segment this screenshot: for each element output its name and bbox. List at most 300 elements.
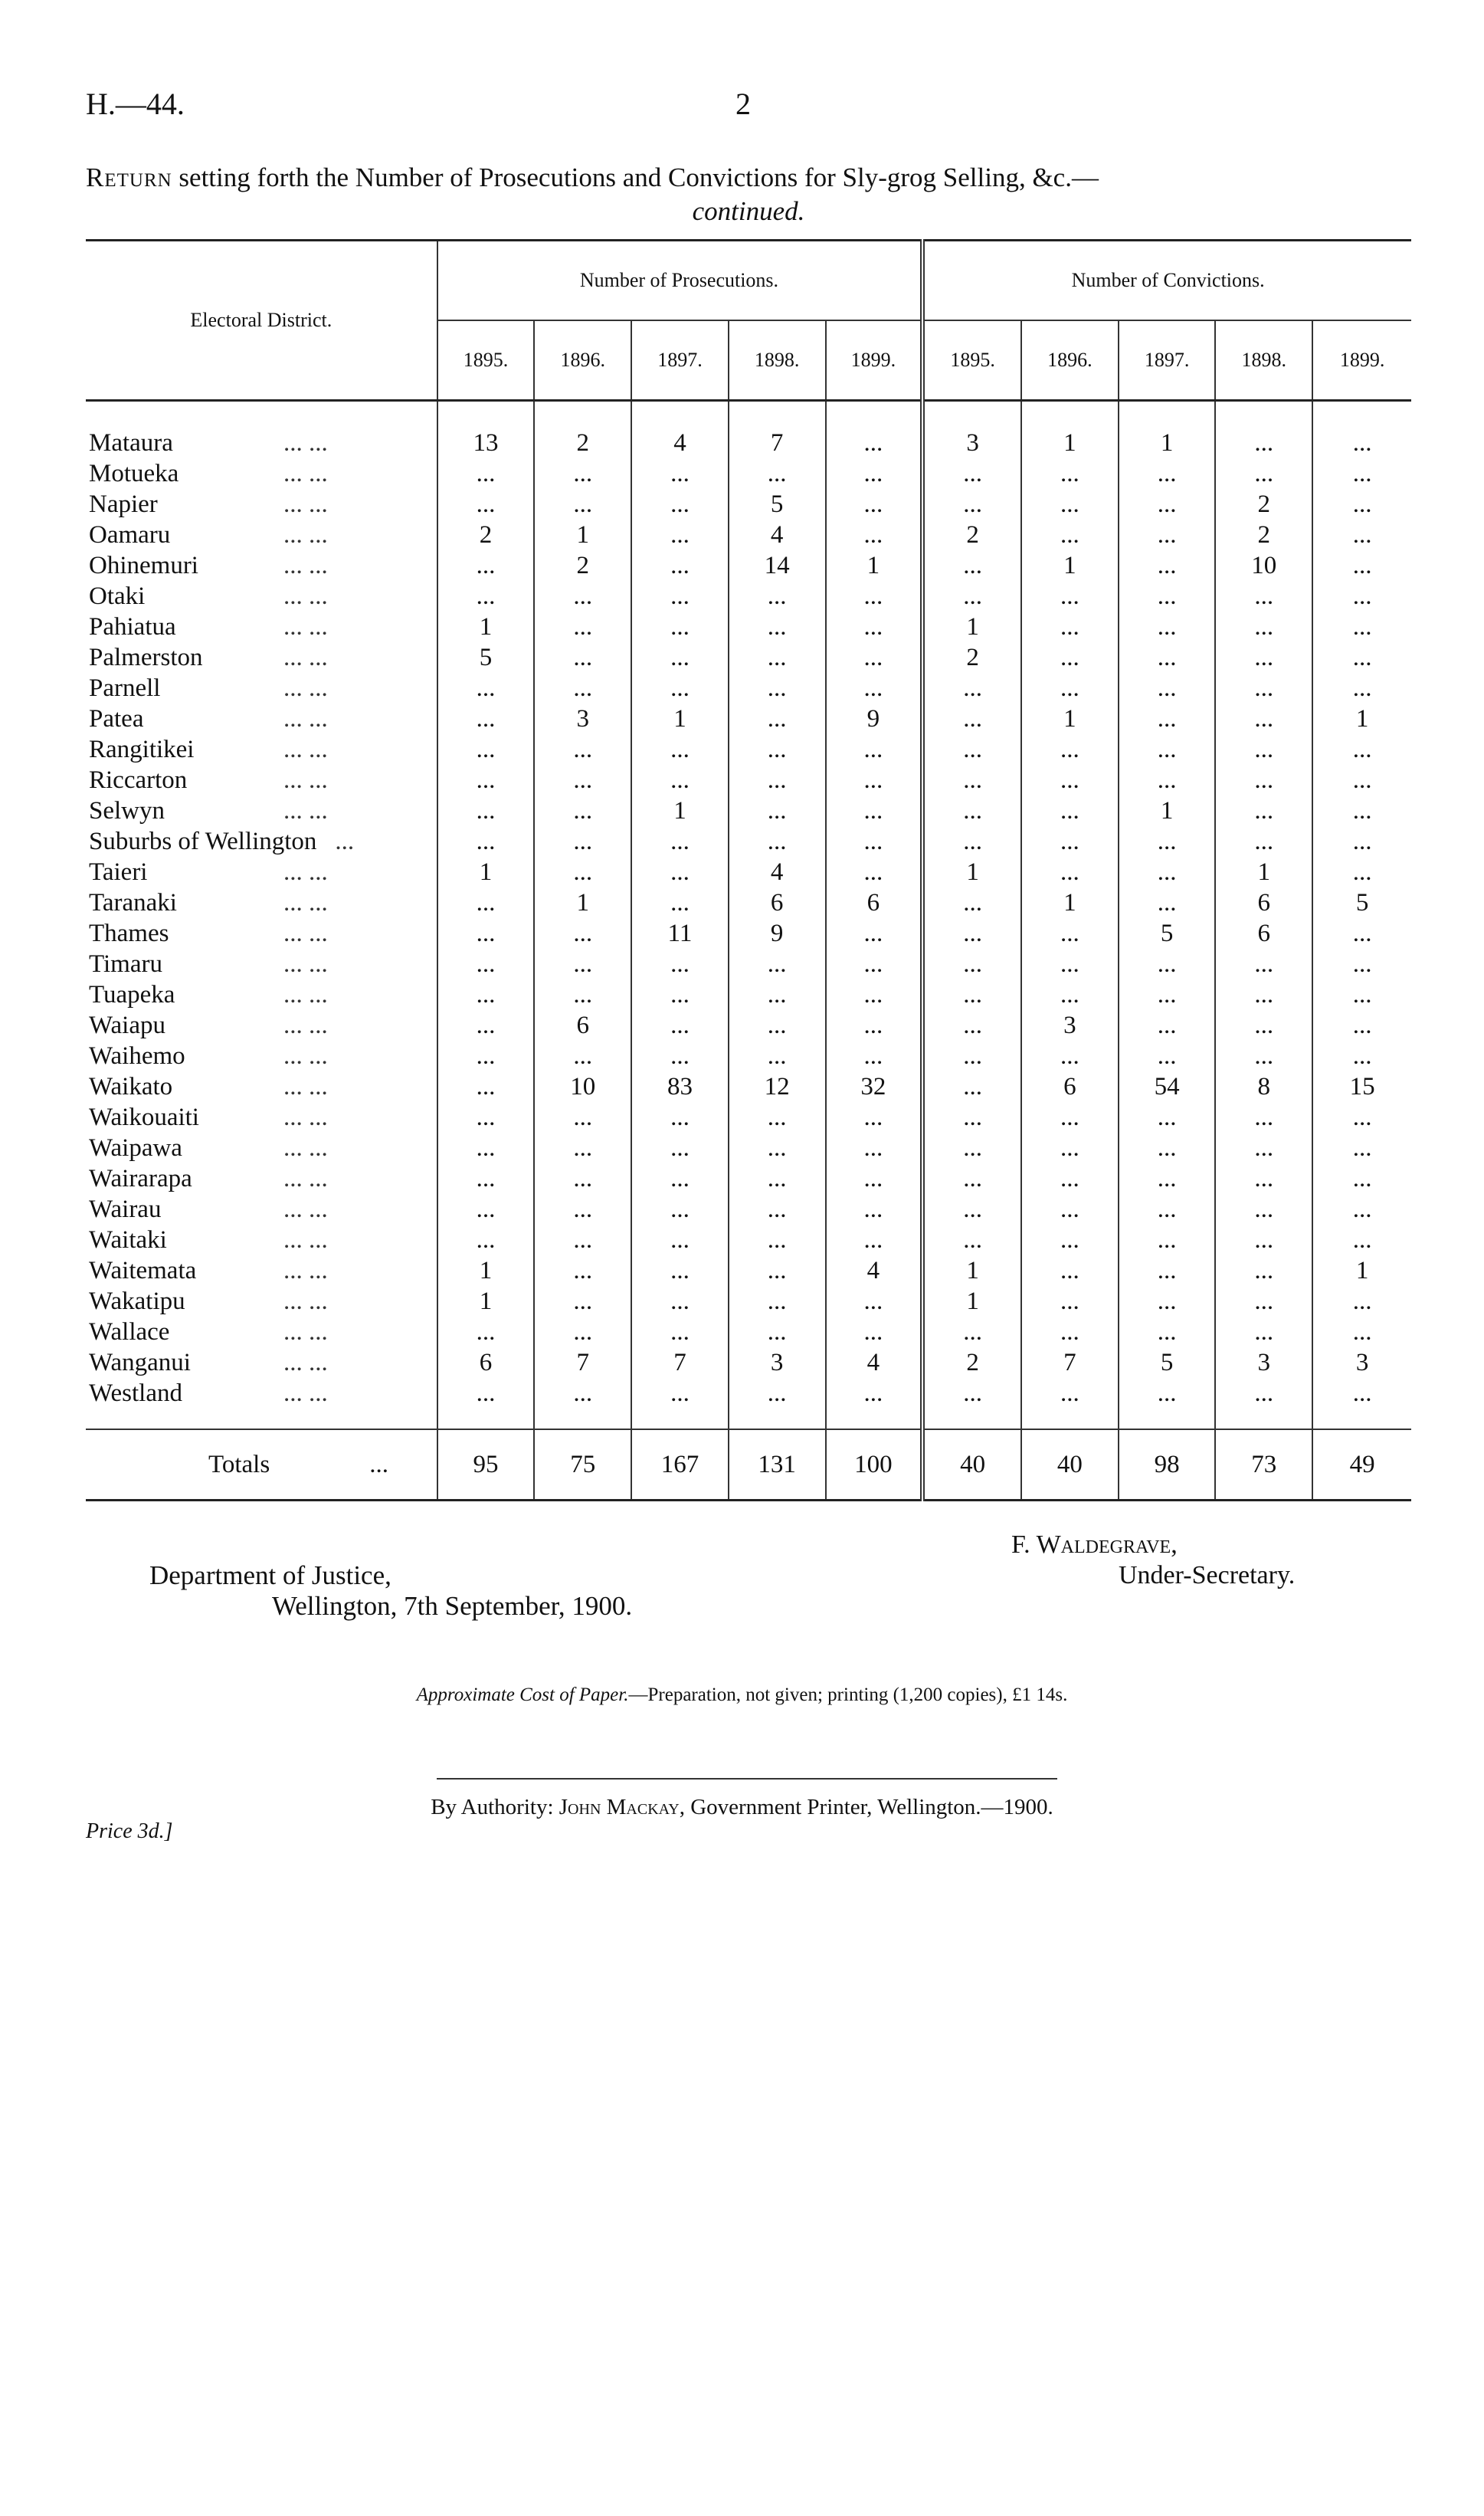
- convictions-cell: ...: [1119, 826, 1216, 857]
- prosecutions-cell: ...: [437, 550, 535, 581]
- leader-dots: ... ...: [283, 858, 328, 886]
- leader-dots: ... ...: [283, 613, 328, 641]
- prosecutions-cell: ...: [631, 612, 729, 642]
- prosecutions-cell: ...: [826, 826, 923, 857]
- prosecutions-cell: ...: [437, 673, 535, 704]
- convictions-cell: ...: [1312, 1378, 1411, 1429]
- prosecutions-cell: ...: [631, 673, 729, 704]
- district-name: Taranaki: [89, 889, 177, 917]
- district-cell: [86, 887, 437, 918]
- convictions-cell: ...: [922, 673, 1021, 704]
- convictions-cell: ...: [1021, 918, 1119, 949]
- year-header: 1898.: [1215, 320, 1312, 401]
- prosecutions-cell: ...: [437, 489, 535, 520]
- prosecutions-cell: ...: [826, 1194, 923, 1225]
- prosecutions-cell: ...: [534, 765, 631, 795]
- convictions-cell: ...: [1215, 1378, 1312, 1429]
- district-name: Waikouaiti: [89, 1104, 199, 1131]
- convictions-cell: ...: [1119, 458, 1216, 489]
- convictions-cell: 1: [922, 612, 1021, 642]
- prosecutions-cell: ...: [534, 1378, 631, 1429]
- convictions-cell: ...: [1119, 550, 1216, 581]
- leader-dots: ...: [335, 828, 355, 855]
- convictions-cell: 8: [1215, 1071, 1312, 1102]
- divider: [437, 1778, 1057, 1780]
- table-row: [86, 581, 1411, 612]
- year-header: 1895.: [437, 320, 535, 401]
- convictions-cell: ...: [1215, 1133, 1312, 1163]
- prosecutions-cell: 13: [437, 401, 535, 459]
- cost-label: Approximate Cost of Paper.: [416, 1684, 629, 1705]
- table-row: [86, 489, 1411, 520]
- title-text: setting forth the Number of Prosecutions and Convictions for Sly-grog Selling, &c.—: [172, 162, 1099, 192]
- total-cell: 167: [631, 1429, 729, 1501]
- year-header: 1895.: [922, 320, 1021, 401]
- convictions-cell: ...: [1021, 979, 1119, 1010]
- year-header: 1899.: [1312, 320, 1411, 401]
- leader-dots: ... ...: [283, 1349, 328, 1376]
- convictions-cell: ...: [922, 826, 1021, 857]
- convictions-cell: ...: [1312, 1133, 1411, 1163]
- district-cell: [86, 1071, 437, 1102]
- convictions-cell: 2: [922, 1347, 1021, 1378]
- prosecutions-cell: ...: [729, 642, 826, 673]
- district-name: Waitemata: [89, 1257, 197, 1284]
- district-name: Waipawa: [89, 1134, 182, 1162]
- table-row: [86, 1317, 1411, 1347]
- prosecutions-cell: ...: [534, 734, 631, 765]
- convictions-cell: ...: [922, 704, 1021, 734]
- prosecutions-cell: 6: [534, 1010, 631, 1041]
- district-cell: [86, 520, 437, 550]
- prosecutions-cell: ...: [826, 1225, 923, 1255]
- convictions-cell: ...: [1312, 1010, 1411, 1041]
- prosecutions-cell: 3: [729, 1347, 826, 1378]
- convictions-cell: ...: [1021, 1378, 1119, 1429]
- table-row: [86, 887, 1411, 918]
- prosecutions-cell: 1: [826, 550, 923, 581]
- table-row: [86, 979, 1411, 1010]
- convictions-cell: 6: [1215, 918, 1312, 949]
- district-name: Napier: [89, 490, 158, 518]
- district-cell: [86, 857, 437, 887]
- prosecutions-cell: ...: [437, 1041, 535, 1071]
- table-row: [86, 612, 1411, 642]
- district-cell: [86, 489, 437, 520]
- prosecutions-cell: 3: [534, 704, 631, 734]
- district-name: Taieri: [89, 858, 148, 886]
- district-cell: [86, 1255, 437, 1286]
- prosecutions-cell: ...: [729, 949, 826, 979]
- prosecutions-cell: ...: [729, 765, 826, 795]
- convictions-cell: ...: [1119, 1133, 1216, 1163]
- prosecutions-cell: ...: [826, 1286, 923, 1317]
- prosecutions-cell: ...: [631, 1317, 729, 1347]
- district-cell: [86, 734, 437, 765]
- prosecutions-cell: ...: [826, 1317, 923, 1347]
- table-row: [86, 795, 1411, 826]
- prosecutions-cell: ...: [437, 1071, 535, 1102]
- convictions-cell: ...: [922, 1041, 1021, 1071]
- title-lead: Return: [86, 162, 172, 192]
- prosecutions-cell: ...: [826, 918, 923, 949]
- convictions-cell: ...: [1312, 949, 1411, 979]
- prosecutions-cell: ...: [534, 826, 631, 857]
- leader-dots: ... ...: [283, 766, 328, 794]
- cost-text: —Preparation, not given; printing (1,200 copies), £1 14s.: [628, 1684, 1068, 1705]
- convictions-cell: ...: [922, 550, 1021, 581]
- convictions-cell: ...: [922, 581, 1021, 612]
- leader-dots: ... ...: [283, 1257, 328, 1284]
- prosecutions-cell: ...: [534, 1133, 631, 1163]
- district-name: Tuapeka: [89, 981, 175, 1009]
- prosecutions-cell: ...: [534, 1163, 631, 1194]
- prosecutions-cell: 2: [534, 401, 631, 459]
- signature-block: [1011, 1530, 1295, 1591]
- year-header: 1898.: [729, 320, 826, 401]
- leader-dots: ... ...: [283, 490, 328, 518]
- prosecutions-cell: 1: [534, 520, 631, 550]
- district-cell: [86, 642, 437, 673]
- convictions-cell: ...: [1312, 1102, 1411, 1133]
- table-row: [86, 1286, 1411, 1317]
- prosecutions-cell: ...: [826, 642, 923, 673]
- district-cell: [86, 401, 437, 459]
- convictions-cell: ...: [922, 949, 1021, 979]
- leader-dots: ... ...: [283, 460, 328, 487]
- convictions-cell: ...: [1312, 1194, 1411, 1225]
- convictions-cell: 3: [922, 401, 1021, 459]
- convictions-cell: 1: [1312, 1255, 1411, 1286]
- convictions-cell: ...: [1215, 704, 1312, 734]
- convictions-cell: ...: [1021, 673, 1119, 704]
- leader-dots: ... ...: [283, 1012, 328, 1039]
- table-row: [86, 1194, 1411, 1225]
- prosecutions-cell: ...: [534, 1255, 631, 1286]
- table-row: [86, 1133, 1411, 1163]
- district-name: Pahiatua: [89, 613, 176, 641]
- table-title: [86, 161, 1411, 228]
- convictions-cell: 1: [922, 857, 1021, 887]
- signer-name: F. Waldegrave,: [1011, 1530, 1178, 1559]
- table-row: [86, 673, 1411, 704]
- prosecutions-cell: ...: [534, 1225, 631, 1255]
- convictions-cell: ...: [1021, 1194, 1119, 1225]
- prosecutions-cell: 9: [826, 704, 923, 734]
- prosecutions-cell: ...: [631, 1286, 729, 1317]
- convictions-cell: 1: [1215, 857, 1312, 887]
- convictions-cell: 1: [1021, 887, 1119, 918]
- convictions-cell: ...: [1119, 1163, 1216, 1194]
- prosecutions-cell: ...: [631, 857, 729, 887]
- prosecutions-cell: ...: [826, 673, 923, 704]
- leader-dots: ... ...: [283, 705, 328, 733]
- prosecutions-cell: ...: [437, 458, 535, 489]
- district-name: Mataura: [89, 429, 173, 457]
- prosecutions-cell: 7: [631, 1347, 729, 1378]
- district-name: Wairarapa: [89, 1165, 192, 1192]
- district-name: Rangitikei: [89, 736, 195, 763]
- prosecutions-cell: ...: [437, 795, 535, 826]
- convictions-cell: ...: [1119, 1225, 1216, 1255]
- district-name: Waihemo: [89, 1042, 185, 1070]
- convictions-cell: ...: [1119, 765, 1216, 795]
- district-name: Westland: [89, 1379, 182, 1407]
- prosecutions-cell: ...: [631, 826, 729, 857]
- leader-dots: ... ...: [283, 429, 328, 457]
- prosecutions-cell: ...: [729, 1194, 826, 1225]
- prosecutions-cell: ...: [729, 795, 826, 826]
- convictions-cell: ...: [1119, 979, 1216, 1010]
- district-name: Waiapu: [89, 1012, 165, 1039]
- convictions-cell: ...: [922, 979, 1021, 1010]
- convictions-cell: ...: [922, 489, 1021, 520]
- convictions-cell: ...: [1119, 1255, 1216, 1286]
- prosecutions-cell: 4: [826, 1255, 923, 1286]
- prosecutions-cell: ...: [534, 795, 631, 826]
- prosecutions-cell: ...: [534, 642, 631, 673]
- convictions-cell: 7: [1021, 1347, 1119, 1378]
- prosecutions-cell: ...: [729, 979, 826, 1010]
- prosecutions-cell: 1: [437, 1255, 535, 1286]
- convictions-cell: 10: [1215, 550, 1312, 581]
- prosecutions-cell: ...: [729, 1041, 826, 1071]
- district-name: Suburbs of Wellington: [89, 828, 317, 855]
- prosecutions-cell: ...: [729, 458, 826, 489]
- district-name: Riccarton: [89, 766, 188, 794]
- prosecutions-cell: ...: [534, 458, 631, 489]
- prosecutions-cell: ...: [631, 489, 729, 520]
- convictions-cell: ...: [1312, 520, 1411, 550]
- totals-row: [86, 1429, 1411, 1501]
- convictions-cell: ...: [1312, 581, 1411, 612]
- convictions-cell: ...: [1119, 734, 1216, 765]
- prosecutions-cell: ...: [631, 1194, 729, 1225]
- prosecutions-cell: ...: [631, 550, 729, 581]
- page-number: 2: [735, 87, 751, 121]
- convictions-cell: 3: [1312, 1347, 1411, 1378]
- prosecutions-cell: ...: [631, 979, 729, 1010]
- table-row: [86, 704, 1411, 734]
- leader-dots: ... ...: [283, 552, 328, 579]
- district-name: Motueka: [89, 460, 179, 487]
- leader-dots: ... ...: [283, 1134, 328, 1162]
- prosecutions-cell: ...: [437, 1317, 535, 1347]
- convictions-cell: 54: [1119, 1071, 1216, 1102]
- convictions-cell: 1: [922, 1286, 1021, 1317]
- prosecutions-cell: ...: [534, 979, 631, 1010]
- convictions-cell: ...: [922, 887, 1021, 918]
- district-name: Patea: [89, 705, 144, 733]
- printer-name: John Mackay: [559, 1795, 680, 1819]
- prosecutions-cell: 5: [729, 489, 826, 520]
- table-row: [86, 826, 1411, 857]
- district-cell: [86, 1225, 437, 1255]
- convictions-cell: 2: [922, 642, 1021, 673]
- prosecutions-cell: ...: [534, 612, 631, 642]
- leader-dots: ... ...: [283, 1104, 328, 1131]
- prosecutions-cell: ...: [826, 458, 923, 489]
- total-cell: 98: [1119, 1429, 1216, 1501]
- price-note: Price 3d.]: [86, 1819, 173, 1843]
- convictions-cell: ...: [1215, 458, 1312, 489]
- convictions-cell: ...: [1312, 1286, 1411, 1317]
- total-cell: 49: [1312, 1429, 1411, 1501]
- convictions-cell: ...: [922, 1378, 1021, 1429]
- prosecutions-cell: ...: [534, 581, 631, 612]
- total-cell: 95: [437, 1429, 535, 1501]
- prosecutions-cell: ...: [437, 1225, 535, 1255]
- district-name: Wallace: [89, 1318, 170, 1346]
- table-row: [86, 1071, 1411, 1102]
- prosecutions-cell: ...: [437, 918, 535, 949]
- convictions-cell: ...: [1312, 401, 1411, 459]
- prosecutions-cell: ...: [826, 581, 923, 612]
- convictions-cell: ...: [922, 1010, 1021, 1041]
- total-cell: 131: [729, 1429, 826, 1501]
- convictions-cell: ...: [922, 1317, 1021, 1347]
- table-row: [86, 550, 1411, 581]
- district-cell: [86, 1194, 437, 1225]
- department-block: [149, 1560, 632, 1622]
- prosecutions-cell: ...: [631, 458, 729, 489]
- convictions-cell: ...: [1021, 581, 1119, 612]
- table-row: [86, 458, 1411, 489]
- convictions-cell: ...: [922, 1133, 1021, 1163]
- total-cell: 40: [1021, 1429, 1119, 1501]
- convictions-cell: ...: [1021, 1225, 1119, 1255]
- convictions-cell: ...: [1215, 1163, 1312, 1194]
- total-cell: 100: [826, 1429, 923, 1501]
- convictions-cell: ...: [1215, 826, 1312, 857]
- prosecutions-cell: 7: [729, 401, 826, 459]
- convictions-cell: ...: [1119, 581, 1216, 612]
- district-name: Wanganui: [89, 1349, 191, 1376]
- table-row: [86, 765, 1411, 795]
- convictions-cell: ...: [1312, 489, 1411, 520]
- convictions-cell: ...: [1215, 1102, 1312, 1133]
- convictions-cell: ...: [1215, 673, 1312, 704]
- prosecutions-cell: 5: [437, 642, 535, 673]
- prosecutions-cell: 10: [534, 1071, 631, 1102]
- prosecutions-cell: ...: [729, 734, 826, 765]
- prosecutions-cell: 4: [729, 520, 826, 550]
- convictions-cell: 2: [922, 520, 1021, 550]
- total-cell: 75: [534, 1429, 631, 1501]
- convictions-cell: ...: [1312, 1041, 1411, 1071]
- prosecutions-cell: 1: [437, 857, 535, 887]
- convictions-cell: ...: [1312, 1225, 1411, 1255]
- prosecutions-cell: ...: [437, 826, 535, 857]
- district-name: Selwyn: [89, 797, 165, 825]
- prosecutions-cell: ...: [729, 1010, 826, 1041]
- convictions-cell: ...: [1215, 979, 1312, 1010]
- document-code: H.—44.: [86, 87, 185, 121]
- convictions-cell: ...: [1215, 1225, 1312, 1255]
- convictions-cell: ...: [1215, 1041, 1312, 1071]
- prosecutions-cell: 12: [729, 1071, 826, 1102]
- leader-dots: ... ...: [283, 1226, 328, 1254]
- prosecutions-cell: 2: [437, 520, 535, 550]
- district-cell: [86, 1102, 437, 1133]
- district-cell: [86, 1010, 437, 1041]
- convictions-cell: ...: [1021, 765, 1119, 795]
- convictions-cell: ...: [1119, 1194, 1216, 1225]
- convictions-cell: ...: [922, 918, 1021, 949]
- leader-dots: ... ...: [283, 981, 328, 1009]
- prosecutions-cell: ...: [437, 1378, 535, 1429]
- district-cell: [86, 581, 437, 612]
- prosecutions-cell: ...: [729, 612, 826, 642]
- convictions-cell: ...: [1215, 1010, 1312, 1041]
- leader-dots: ... ...: [283, 1165, 328, 1192]
- department-place-date: Wellington, 7th September, 1900.: [272, 1591, 633, 1621]
- table-row: [86, 1163, 1411, 1194]
- prosecutions-cell: ...: [534, 1317, 631, 1347]
- prosecutions-cell: ...: [729, 673, 826, 704]
- prosecutions-cell: ...: [534, 673, 631, 704]
- prosecutions-cell: ...: [729, 581, 826, 612]
- convictions-cell: 1: [1119, 795, 1216, 826]
- prosecutions-cell: ...: [826, 401, 923, 459]
- prosecutions-cell: 11: [631, 918, 729, 949]
- convictions-cell: ...: [1119, 1286, 1216, 1317]
- prosecutions-cell: ...: [826, 1041, 923, 1071]
- prosecutions-cell: ...: [437, 949, 535, 979]
- convictions-cell: ...: [1119, 857, 1216, 887]
- table-body: [86, 401, 1411, 1430]
- district-cell: [86, 1163, 437, 1194]
- convictions-cell: ...: [1021, 612, 1119, 642]
- table-row: [86, 520, 1411, 550]
- prosecutions-cell: ...: [631, 1225, 729, 1255]
- convictions-cell: 1: [1119, 401, 1216, 459]
- district-cell: [86, 979, 437, 1010]
- prosecutions-cell: ...: [631, 1163, 729, 1194]
- convictions-cell: ...: [1119, 1102, 1216, 1133]
- authority-line: [0, 1795, 1484, 1820]
- convictions-cell: 5: [1312, 887, 1411, 918]
- prosecutions-cell: ...: [826, 1378, 923, 1429]
- prosecutions-cell: ...: [826, 1010, 923, 1041]
- prosecutions-cell: ...: [729, 1225, 826, 1255]
- convictions-cell: 1: [1021, 401, 1119, 459]
- convictions-cell: ...: [1215, 1317, 1312, 1347]
- prosecutions-cell: ...: [437, 765, 535, 795]
- convictions-cell: ...: [922, 458, 1021, 489]
- convictions-cell: ...: [1312, 795, 1411, 826]
- convictions-cell: 6: [1215, 887, 1312, 918]
- convictions-cell: ...: [1119, 949, 1216, 979]
- prosecutions-cell: ...: [729, 704, 826, 734]
- prosecutions-cell: ...: [729, 1133, 826, 1163]
- prosecutions-cell: ...: [437, 887, 535, 918]
- convictions-cell: ...: [1215, 949, 1312, 979]
- district-name: Palmerston: [89, 644, 203, 671]
- district-cell: [86, 1041, 437, 1071]
- convictions-cell: ...: [1021, 458, 1119, 489]
- prosecutions-cell: 32: [826, 1071, 923, 1102]
- prosecutions-cell: 1: [631, 704, 729, 734]
- convictions-cell: ...: [1119, 673, 1216, 704]
- table-row: [86, 1347, 1411, 1378]
- convictions-cell: ...: [1312, 1317, 1411, 1347]
- leader-dots: ... ...: [283, 582, 328, 610]
- prosecutions-cell: ...: [437, 1102, 535, 1133]
- convictions-cell: ...: [1119, 704, 1216, 734]
- prosecutions-cell: 4: [631, 401, 729, 459]
- prosecutions-cell: ...: [826, 979, 923, 1010]
